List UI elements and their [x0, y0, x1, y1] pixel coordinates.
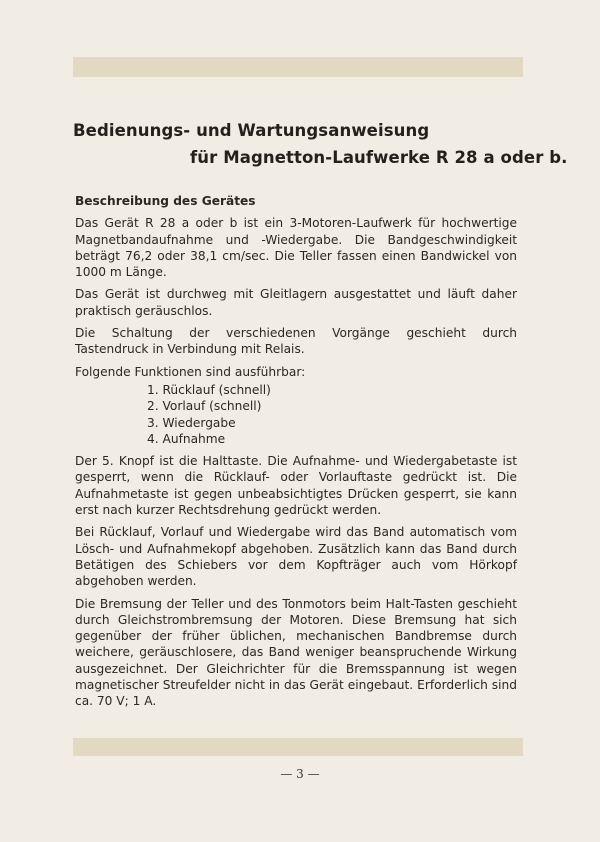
- title-line-1: Bedienungs- und Wartungsanweisung: [73, 121, 430, 140]
- page-number: — 3 —: [280, 767, 320, 781]
- paragraph-4: Folgende Funktionen sind ausführbar:: [75, 364, 306, 379]
- bottom-decorative-band: [73, 738, 523, 756]
- paragraph-3: Die Schaltung der verschiedenen Vorgänge geschieht durch Tastendruck in Verbindung mit Relais.: [75, 326, 517, 357]
- paragraph-7: Die Bremsung der Teller und des Tonmotors beim Halt-Tasten geschieht durch Gleichstrombremsung der Motoren. Diese Bremsung hat sich gegenüber der früher üblichen, mechanischen Bandbremse durch weichere, geräuschlosere, das Band weniger beanspruchende Wirkung ausgezeichnet. Der Gleichrichter für die Bremsspannung ist wegen magnetischer Streufelder nicht in das Gerät eingebaut. Erforderlich sind ca. 70 V; 1 A.: [75, 596, 517, 709]
- section-heading: Beschreibung des Gerätes: [75, 194, 256, 208]
- content-body: [75, 193, 517, 716]
- list-item: 1. Rücklauf (schnell): [147, 382, 271, 397]
- function-list: [75, 382, 517, 447]
- title-line-2: für Magnetton-Laufwerke R 28 a oder b.: [190, 148, 568, 167]
- paragraph-5: Der 5. Knopf ist die Halttaste. Die Aufnahme- und Wiedergabetaste ist gesperrt, wenn die Rücklauf- oder Vorlauftaste gedrückt ist. Die Aufnahmetaste ist gegen unbeabsichtigtes Drücken gesperrt, sie kann erst nach kurzer Rechtsdrehung gedrückt werden.: [75, 454, 517, 518]
- list-item: 3. Wiedergabe: [147, 415, 236, 430]
- top-decorative-band: [73, 57, 523, 77]
- paragraph-6: Bei Rücklauf, Vorlauf und Wiedergabe wird das Band automatisch vom Lösch- und Aufnahmekopf abgehoben. Zusätzlich kann das Band durch Betätigen des Schiebers vor dem Kopfträger auch vom Hörkopf abgehoben werden.: [75, 525, 517, 589]
- paragraph-2: Das Gerät ist durchweg mit Gleitlagern ausgestattet und läuft daher praktisch geräuschlos.: [75, 287, 517, 318]
- paragraph-1: Das Gerät R 28 a oder b ist ein 3-Motoren-Laufwerk für hochwertige Magnetbandaufnahme und -Wiedergabe. Die Bandgeschwindigkeit beträgt 76,2 oder 38,1 cm/sec. Die Teller fassen einen Bandwickel von 1000 m Länge.: [75, 216, 517, 280]
- list-item: 2. Vorlauf (schnell): [147, 399, 262, 414]
- list-item: 4. Aufnahme: [147, 431, 226, 446]
